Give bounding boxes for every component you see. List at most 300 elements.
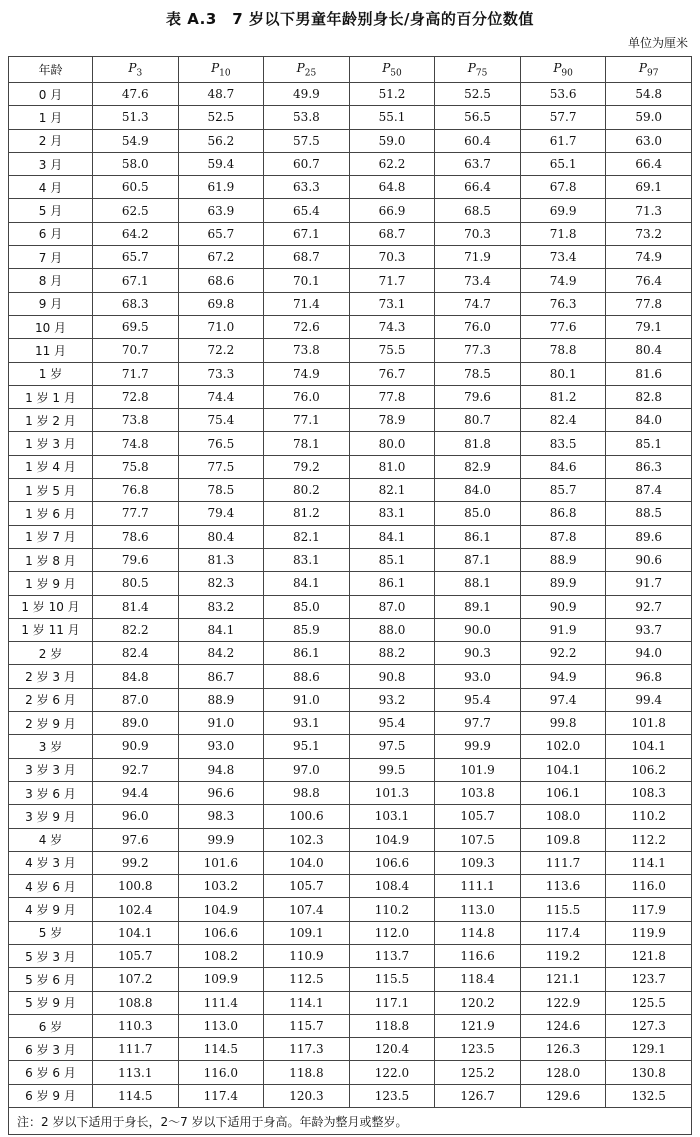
value-cell: 63.3 [264, 176, 350, 199]
value-cell: 73.1 [349, 292, 435, 315]
age-cell: 6 岁 [9, 1014, 93, 1037]
value-cell: 68.6 [178, 269, 264, 292]
age-cell: 1 岁 1 月 [9, 385, 93, 408]
value-cell: 78.9 [349, 409, 435, 432]
table-row [9, 315, 692, 338]
value-cell: 125.5 [606, 991, 692, 1014]
value-cell: 120.4 [349, 1038, 435, 1061]
table-row [9, 781, 692, 804]
age-cell: 6 岁 6 月 [9, 1061, 93, 1084]
value-cell: 57.5 [264, 129, 350, 152]
value-cell: 115.7 [264, 1014, 350, 1037]
value-cell: 94.0 [606, 642, 692, 665]
value-cell: 67.2 [178, 246, 264, 269]
value-cell: 105.7 [435, 805, 521, 828]
value-cell: 117.9 [606, 898, 692, 921]
percentile-symbol: P [638, 60, 647, 75]
value-cell: 100.8 [93, 875, 179, 898]
value-cell: 70.3 [435, 222, 521, 245]
age-cell: 6 岁 9 月 [9, 1084, 93, 1107]
value-cell: 97.5 [349, 735, 435, 758]
value-cell: 47.6 [93, 83, 179, 106]
value-cell: 65.1 [520, 152, 606, 175]
table-row [9, 362, 692, 385]
value-cell: 112.2 [606, 828, 692, 851]
value-cell: 88.2 [349, 642, 435, 665]
table-row [9, 432, 692, 455]
value-cell: 117.1 [349, 991, 435, 1014]
value-cell: 60.7 [264, 152, 350, 175]
percentile-symbol: P [128, 60, 137, 75]
age-cell: 5 岁 3 月 [9, 944, 93, 967]
column-header-p90 [520, 57, 606, 83]
value-cell: 99.8 [520, 712, 606, 735]
value-cell: 109.3 [435, 851, 521, 874]
value-cell: 59.0 [606, 106, 692, 129]
value-cell: 66.9 [349, 199, 435, 222]
value-cell: 73.2 [606, 222, 692, 245]
value-cell: 76.5 [178, 432, 264, 455]
value-cell: 67.8 [520, 176, 606, 199]
table-row [9, 385, 692, 408]
table-row [9, 1084, 692, 1107]
age-cell: 5 岁 6 月 [9, 968, 93, 991]
value-cell: 132.5 [606, 1084, 692, 1107]
value-cell: 84.1 [178, 618, 264, 641]
value-cell: 86.1 [349, 572, 435, 595]
value-cell: 123.5 [349, 1084, 435, 1107]
value-cell: 61.7 [520, 129, 606, 152]
value-cell: 77.8 [606, 292, 692, 315]
value-cell: 70.1 [264, 269, 350, 292]
value-cell: 56.5 [435, 106, 521, 129]
value-cell: 71.8 [520, 222, 606, 245]
value-cell: 75.8 [93, 455, 179, 478]
value-cell: 76.8 [93, 479, 179, 502]
age-cell: 1 岁 [9, 362, 93, 385]
value-cell: 130.8 [606, 1061, 692, 1084]
value-cell: 80.4 [606, 339, 692, 362]
value-cell: 88.0 [349, 618, 435, 641]
value-cell: 72.8 [93, 385, 179, 408]
table-row [9, 222, 692, 245]
age-cell: 1 岁 8 月 [9, 548, 93, 571]
age-cell: 3 岁 9 月 [9, 805, 93, 828]
value-cell: 103.2 [178, 875, 264, 898]
age-cell: 7 月 [9, 246, 93, 269]
table-row [9, 968, 692, 991]
age-cell: 8 月 [9, 269, 93, 292]
table-row [9, 455, 692, 478]
value-cell: 77.7 [93, 502, 179, 525]
table-row [9, 129, 692, 152]
value-cell: 121.8 [606, 944, 692, 967]
value-cell: 62.2 [349, 152, 435, 175]
value-cell: 104.1 [606, 735, 692, 758]
table-row [9, 572, 692, 595]
table-row [9, 851, 692, 874]
value-cell: 62.5 [93, 199, 179, 222]
value-cell: 114.5 [93, 1084, 179, 1107]
value-cell: 99.2 [93, 851, 179, 874]
value-cell: 119.2 [520, 944, 606, 967]
value-cell: 80.5 [93, 572, 179, 595]
value-cell: 96.6 [178, 781, 264, 804]
value-cell: 114.5 [178, 1038, 264, 1061]
value-cell: 72.6 [264, 315, 350, 338]
table-note: 注：2 岁以下适用于身长，2～7 岁以下适用于身高。年龄为整月或整岁。 [9, 1108, 692, 1135]
age-cell: 1 岁 7 月 [9, 525, 93, 548]
value-cell: 69.9 [520, 199, 606, 222]
table-row [9, 479, 692, 502]
value-cell: 84.0 [435, 479, 521, 502]
percentile-symbol: P [553, 60, 562, 75]
value-cell: 60.4 [435, 129, 521, 152]
table-row [9, 269, 692, 292]
value-cell: 65.7 [93, 246, 179, 269]
table-row [9, 944, 692, 967]
value-cell: 77.5 [178, 455, 264, 478]
table-row [9, 758, 692, 781]
value-cell: 129.6 [520, 1084, 606, 1107]
value-cell: 86.8 [520, 502, 606, 525]
value-cell: 84.6 [520, 455, 606, 478]
value-cell: 81.0 [349, 455, 435, 478]
value-cell: 107.4 [264, 898, 350, 921]
age-cell: 4 岁 [9, 828, 93, 851]
value-cell: 121.9 [435, 1014, 521, 1037]
table-row [9, 1014, 692, 1037]
value-cell: 95.1 [264, 735, 350, 758]
value-cell: 84.1 [264, 572, 350, 595]
value-cell: 74.3 [349, 315, 435, 338]
value-cell: 94.8 [178, 758, 264, 781]
age-cell: 4 岁 3 月 [9, 851, 93, 874]
value-cell: 65.7 [178, 222, 264, 245]
value-cell: 84.2 [178, 642, 264, 665]
value-cell: 113.7 [349, 944, 435, 967]
value-cell: 107.2 [93, 968, 179, 991]
value-cell: 123.5 [435, 1038, 521, 1061]
value-cell: 113.0 [435, 898, 521, 921]
value-cell: 66.4 [435, 176, 521, 199]
value-cell: 58.0 [93, 152, 179, 175]
value-cell: 68.5 [435, 199, 521, 222]
value-cell: 82.9 [435, 455, 521, 478]
value-cell: 124.6 [520, 1014, 606, 1037]
value-cell: 91.9 [520, 618, 606, 641]
age-cell: 1 岁 6 月 [9, 502, 93, 525]
value-cell: 104.9 [349, 828, 435, 851]
age-cell: 0 月 [9, 83, 93, 106]
value-cell: 75.4 [178, 409, 264, 432]
age-cell: 9 月 [9, 292, 93, 315]
value-cell: 114.8 [435, 921, 521, 944]
value-cell: 90.9 [520, 595, 606, 618]
table-row [9, 199, 692, 222]
age-cell: 1 岁 2 月 [9, 409, 93, 432]
value-cell: 85.0 [435, 502, 521, 525]
value-cell: 77.1 [264, 409, 350, 432]
age-cell: 5 岁 9 月 [9, 991, 93, 1014]
value-cell: 111.7 [520, 851, 606, 874]
value-cell: 78.8 [520, 339, 606, 362]
value-cell: 81.4 [93, 595, 179, 618]
value-cell: 82.3 [178, 572, 264, 595]
value-cell: 120.3 [264, 1084, 350, 1107]
value-cell: 94.4 [93, 781, 179, 804]
unit-label: 单位为厘米 [627, 36, 688, 50]
value-cell: 59.4 [178, 152, 264, 175]
value-cell: 78.5 [178, 479, 264, 502]
table-row [9, 246, 692, 269]
value-cell: 76.3 [520, 292, 606, 315]
percentile-subscript: 25 [304, 68, 317, 79]
table-title: 表 A.3 7 岁以下男童年龄别身长/身高的百分位数值 [166, 10, 534, 28]
value-cell: 80.2 [264, 479, 350, 502]
value-cell: 101.8 [606, 712, 692, 735]
value-cell: 81.3 [178, 548, 264, 571]
value-cell: 80.0 [349, 432, 435, 455]
value-cell: 93.2 [349, 688, 435, 711]
value-cell: 59.0 [349, 129, 435, 152]
value-cell: 113.0 [178, 1014, 264, 1037]
value-cell: 69.8 [178, 292, 264, 315]
age-cell: 4 岁 6 月 [9, 875, 93, 898]
table-row [9, 665, 692, 688]
value-cell: 81.2 [520, 385, 606, 408]
value-cell: 106.6 [349, 851, 435, 874]
age-cell: 1 岁 10 月 [9, 595, 93, 618]
age-cell: 1 岁 3 月 [9, 432, 93, 455]
value-cell: 127.3 [606, 1014, 692, 1037]
age-cell: 1 岁 5 月 [9, 479, 93, 502]
value-cell: 76.4 [606, 269, 692, 292]
value-cell: 117.3 [264, 1038, 350, 1061]
value-cell: 79.2 [264, 455, 350, 478]
value-cell: 70.7 [93, 339, 179, 362]
value-cell: 93.0 [435, 665, 521, 688]
value-cell: 80.4 [178, 525, 264, 548]
value-cell: 89.9 [520, 572, 606, 595]
value-cell: 115.5 [349, 968, 435, 991]
value-cell: 102.3 [264, 828, 350, 851]
column-header-age: 年龄 [9, 57, 93, 83]
value-cell: 118.8 [349, 1014, 435, 1037]
column-header-p50 [349, 57, 435, 83]
value-cell: 102.4 [93, 898, 179, 921]
value-cell: 79.6 [93, 548, 179, 571]
value-cell: 71.7 [349, 269, 435, 292]
value-cell: 111.4 [178, 991, 264, 1014]
value-cell: 52.5 [435, 83, 521, 106]
value-cell: 71.7 [93, 362, 179, 385]
age-cell: 3 岁 [9, 735, 93, 758]
value-cell: 82.1 [264, 525, 350, 548]
value-cell: 64.2 [93, 222, 179, 245]
value-cell: 104.0 [264, 851, 350, 874]
value-cell: 92.7 [606, 595, 692, 618]
value-cell: 57.7 [520, 106, 606, 129]
value-cell: 83.1 [349, 502, 435, 525]
value-cell: 115.5 [520, 898, 606, 921]
value-cell: 94.9 [520, 665, 606, 688]
value-cell: 101.3 [349, 781, 435, 804]
age-cell: 4 岁 9 月 [9, 898, 93, 921]
value-cell: 78.5 [435, 362, 521, 385]
table-body [9, 83, 692, 1108]
value-cell: 66.4 [606, 152, 692, 175]
value-cell: 51.2 [349, 83, 435, 106]
value-cell: 75.5 [349, 339, 435, 362]
percentile-symbol: P [382, 60, 391, 75]
value-cell: 74.9 [520, 269, 606, 292]
percentile-symbol: P [467, 60, 476, 75]
age-cell: 1 月 [9, 106, 93, 129]
age-cell: 2 岁 9 月 [9, 712, 93, 735]
percentile-symbol: P [296, 60, 305, 75]
value-cell: 109.1 [264, 921, 350, 944]
table-row [9, 712, 692, 735]
value-cell: 97.0 [264, 758, 350, 781]
value-cell: 105.7 [264, 875, 350, 898]
value-cell: 84.8 [93, 665, 179, 688]
table-row [9, 805, 692, 828]
value-cell: 53.8 [264, 106, 350, 129]
value-cell: 83.1 [264, 548, 350, 571]
value-cell: 76.7 [349, 362, 435, 385]
value-cell: 55.1 [349, 106, 435, 129]
value-cell: 67.1 [264, 222, 350, 245]
table-row [9, 595, 692, 618]
value-cell: 71.9 [435, 246, 521, 269]
value-cell: 73.8 [93, 409, 179, 432]
value-cell: 110.3 [93, 1014, 179, 1037]
age-cell: 6 月 [9, 222, 93, 245]
value-cell: 89.6 [606, 525, 692, 548]
value-cell: 107.5 [435, 828, 521, 851]
value-cell: 128.0 [520, 1061, 606, 1084]
table-row [9, 83, 692, 106]
value-cell: 122.9 [520, 991, 606, 1014]
value-cell: 83.5 [520, 432, 606, 455]
table-row [9, 409, 692, 432]
value-cell: 72.2 [178, 339, 264, 362]
value-cell: 110.2 [606, 805, 692, 828]
value-cell: 74.9 [264, 362, 350, 385]
age-cell: 10 月 [9, 315, 93, 338]
value-cell: 96.0 [93, 805, 179, 828]
value-cell: 93.0 [178, 735, 264, 758]
column-header-p10 [178, 57, 264, 83]
table-row [9, 828, 692, 851]
value-cell: 110.2 [349, 898, 435, 921]
age-cell: 2 岁 6 月 [9, 688, 93, 711]
value-cell: 106.6 [178, 921, 264, 944]
table-row [9, 898, 692, 921]
value-cell: 97.7 [435, 712, 521, 735]
value-cell: 68.7 [349, 222, 435, 245]
value-cell: 84.0 [606, 409, 692, 432]
value-cell: 108.2 [178, 944, 264, 967]
value-cell: 81.6 [606, 362, 692, 385]
value-cell: 89.0 [93, 712, 179, 735]
value-cell: 73.4 [435, 269, 521, 292]
value-cell: 88.5 [606, 502, 692, 525]
percentile-subscript: 75 [475, 68, 488, 79]
value-cell: 116.6 [435, 944, 521, 967]
value-cell: 73.3 [178, 362, 264, 385]
value-cell: 123.7 [606, 968, 692, 991]
value-cell: 81.2 [264, 502, 350, 525]
value-cell: 68.7 [264, 246, 350, 269]
value-cell: 90.9 [93, 735, 179, 758]
value-cell: 65.4 [264, 199, 350, 222]
value-cell: 87.1 [435, 548, 521, 571]
table-row [9, 735, 692, 758]
value-cell: 88.1 [435, 572, 521, 595]
value-cell: 89.1 [435, 595, 521, 618]
value-cell: 77.3 [435, 339, 521, 362]
value-cell: 74.9 [606, 246, 692, 269]
value-cell: 112.5 [264, 968, 350, 991]
value-cell: 95.4 [349, 712, 435, 735]
age-cell: 2 月 [9, 129, 93, 152]
value-cell: 109.9 [178, 968, 264, 991]
value-cell: 106.1 [520, 781, 606, 804]
value-cell: 98.3 [178, 805, 264, 828]
value-cell: 86.1 [435, 525, 521, 548]
value-cell: 60.5 [93, 176, 179, 199]
table-row [9, 618, 692, 641]
note-row [9, 1108, 692, 1135]
value-cell: 53.6 [520, 83, 606, 106]
value-cell: 82.2 [93, 618, 179, 641]
value-cell: 118.8 [264, 1061, 350, 1084]
table-row [9, 152, 692, 175]
table-row [9, 292, 692, 315]
value-cell: 122.0 [349, 1061, 435, 1084]
table-row [9, 176, 692, 199]
value-cell: 92.2 [520, 642, 606, 665]
value-cell: 73.4 [520, 246, 606, 269]
age-cell: 6 岁 3 月 [9, 1038, 93, 1061]
value-cell: 88.6 [264, 665, 350, 688]
value-cell: 103.1 [349, 805, 435, 828]
value-cell: 77.6 [520, 315, 606, 338]
value-cell: 116.0 [178, 1061, 264, 1084]
value-cell: 109.8 [520, 828, 606, 851]
value-cell: 108.8 [93, 991, 179, 1014]
age-cell: 4 月 [9, 176, 93, 199]
table-row [9, 1038, 692, 1061]
value-cell: 91.0 [264, 688, 350, 711]
value-cell: 71.4 [264, 292, 350, 315]
value-cell: 100.6 [264, 805, 350, 828]
value-cell: 82.4 [520, 409, 606, 432]
value-cell: 111.1 [435, 875, 521, 898]
value-cell: 126.3 [520, 1038, 606, 1061]
value-cell: 86.1 [264, 642, 350, 665]
percentile-subscript: 50 [390, 68, 402, 79]
value-cell: 111.7 [93, 1038, 179, 1061]
column-header-p25 [264, 57, 350, 83]
percentile-subscript: 3 [136, 68, 143, 79]
value-cell: 103.8 [435, 781, 521, 804]
value-cell: 78.6 [93, 525, 179, 548]
value-cell: 104.1 [520, 758, 606, 781]
table-row [9, 1061, 692, 1084]
